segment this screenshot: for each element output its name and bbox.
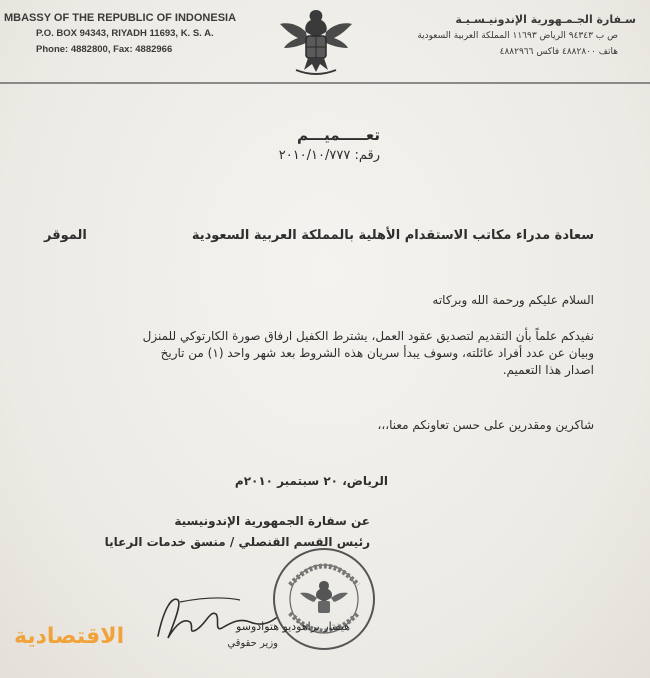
garuda-emblem-icon [276,4,356,78]
document-title: تعـــــميـــم [296,126,380,144]
official-stamp-icon [270,545,378,653]
body-line-3: اصدار هذا التعميم. [502,363,594,377]
body-line-1: نفيدكم علماً بأن التقديم لتصديق عقود العمل، يشترط الكفيل ارفاق صورة الكارتوكي للمنزل [142,329,594,343]
letterhead-en-line2: P.O. BOX 94343, RIYADH 11693, K. S. A. [36,28,214,39]
reference-number: رقم: ٢٠١٠/١٠/٧٧٧ [278,148,380,163]
letterhead-english [4,10,254,58]
letterhead-divider [0,82,650,84]
body-line-2: وبيان عن عدد أفراد عائلته، وسوف يبدأ سريان هذه الشروط بعد شهر واحد (١) من تاريخ [160,346,594,360]
letterhead-arabic [396,12,636,60]
letterhead-en-line3: Phone: 4882800, Fax: 4882966 [36,44,173,55]
addressee: سعادة مدراء مكاتب الاستقدام الأهلية بالمملكة العربية السعودية [191,228,594,243]
signatory-line-2: رئيس القسم القنصلي / منسق خدمات الرعايا [104,535,370,549]
letterhead-ar-line2: ص ب ٩٤٣٤٣ الرياض ١١٦٩٣ المملكة العربية السعودية [417,31,618,41]
signatory-name: هيفتار براهوديو هتوادوسو [236,620,350,633]
signatory-line-1: عن سفارة الجمهورية الإندونيسية [174,514,370,528]
body-text [34,328,594,379]
greeting: السلام عليكم ورحمة الله وبركاته [432,293,594,307]
letterhead-en-line1: MBASSY OF THE REPUBLIC OF INDONESIA [4,12,237,24]
letterhead-ar-line3: هاتف ٤٨٨٢٨٠٠ فاكس ٤٨٨٢٩٦٦ [499,47,618,57]
publisher-watermark: الاقتصادية [14,624,125,649]
letterhead-ar-line1: سـفارة الجـمـهورية الإندونيـسـيـة [455,13,636,26]
handwritten-signature [150,588,280,644]
signatory-role: وزير حقوقي [227,638,278,649]
closing: شاكرين ومقدرين على حسن تعاونكم معنا،،، [377,418,594,432]
honorific: الموقر [44,228,87,243]
date-line: الرياض، ٢٠ سبتمبر ٢٠١٠م [234,474,388,488]
